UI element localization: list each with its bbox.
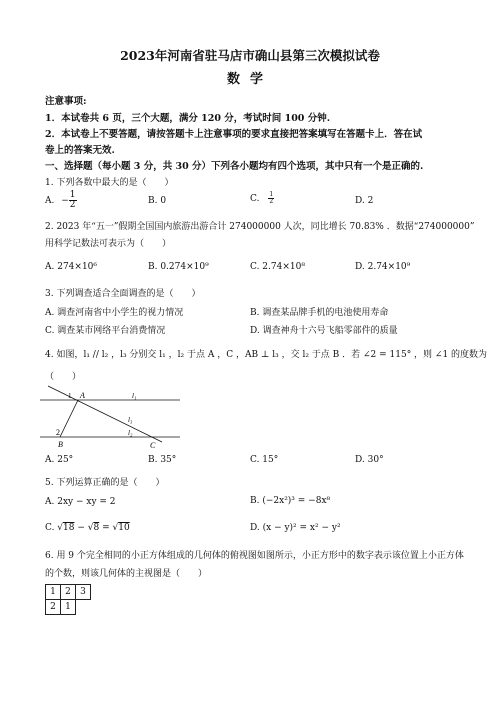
grid-empty-cell (76, 600, 91, 615)
option-d: D. (x − y)² = x² − y² (250, 523, 341, 533)
option-c: C. √18 − √8 = √10 (45, 523, 130, 533)
question-stem: 4. 如图，l₁ // l₂ ，l₃ 分别交 l₁ ，l₂ 于点 A ，C ，AB ⊥ l₃ ，交 l₂ 于点 B ．若 ∠2 = 115° ，则 ∠1 的度数为 (45, 350, 488, 360)
note-item: 2．本试卷上不要答题，请按答题卡上注意事项的要求直接把答案填写在答题卡上．答在试 (45, 129, 423, 140)
fraction: $\frac{1}{2}$ (69, 190, 76, 210)
option-a: A. 274×10⁶ (45, 262, 98, 272)
option-c: C. 调查某市网络平台消费情况 (45, 326, 166, 336)
notes-heading: 注意事项: (45, 96, 87, 107)
question-stem: 1. 下列各数中最大的是（ ） (45, 178, 174, 188)
grid-cell: 2 (46, 600, 61, 615)
question-stem: 6. 用 9 个完全相同的小正方体组成的几何体的俯视图如图所示，小正方形中的数字表示该位置上小正方体 (45, 551, 464, 561)
point-b-label: B (58, 440, 63, 449)
option-d: D. 2.74×10⁹ (355, 262, 411, 272)
option-b: B. 0 (148, 196, 167, 206)
line-l3-label: l₃ (128, 416, 133, 424)
grid-cell: 3 (76, 585, 91, 600)
question-stem: （ ） (45, 372, 82, 382)
line-l1-label: l₁ (132, 392, 137, 400)
option-b: B. 0.274×10⁹ (148, 262, 209, 272)
option-a: A. 2xy − xy = 2 (45, 497, 116, 507)
exam-subject: 数学 (226, 72, 273, 87)
question-stem: 5. 下列运算正确的是（ ） (45, 478, 165, 488)
segment-ab (60, 400, 78, 437)
note-item: 卷上的答案无效. (45, 145, 115, 156)
option-b: B. (−2x²)³ = −8x⁸ (250, 496, 331, 506)
question-stem: 3. 下列调查适合全面调查的是（ ） (45, 289, 201, 299)
section-heading: 一、选择题（每小题 3 分，共 30 分）下列各小题均有四个选项，其中只有一个是正确的. (45, 161, 424, 172)
top-view-grid (45, 584, 91, 615)
option-d: D. 2 (355, 196, 374, 206)
option-d: D. 30° (355, 455, 384, 465)
question-stem: 的个数，则该几何体的主视图是（ ） (45, 569, 208, 579)
option-a: A. − $\frac{1}{2}$ (45, 190, 76, 210)
angle-2-label: 2 (56, 428, 60, 437)
question-stem: 2. 2023 年“五一”假期全国国内旅游出游合计 274000000 人次，同比增长 70.83% ．数据“274000000” (45, 222, 475, 232)
line-l2-label: l₂ (128, 429, 133, 437)
angle-1-label: 1 (68, 392, 72, 400)
exam-title: 2023年河南省驻马店市确山县第三次模拟试卷 (120, 48, 380, 63)
point-c-label: C (150, 441, 156, 450)
fraction: $\frac{1}{2}$ (269, 191, 274, 205)
option-c: C. $\frac{1}{2}$ (250, 191, 274, 205)
option-b: B. 调查某品牌手机的电池使用寿命 (250, 308, 389, 318)
grid-cell: 1 (46, 585, 61, 600)
question-stem: 用科学记数法可表示为（ ） (45, 239, 172, 249)
point-a-label: A (80, 391, 85, 400)
option-d: D. 调查神舟十六号飞船零部件的质量 (250, 326, 398, 336)
note-item: 1．本试卷共 6 页，三个大题，满分 120 分，考试时间 100 分钟. (45, 113, 331, 124)
option-c: C. 15° (250, 455, 279, 465)
option-b: B. 35° (148, 455, 177, 465)
geometry-figure (40, 382, 180, 452)
line-l3 (48, 386, 162, 442)
option-a: A. 25° (45, 455, 74, 465)
option-a: A. 调查河南省中小学生的视力情况 (45, 308, 184, 318)
grid-cell: 2 (61, 585, 76, 600)
grid-cell: 1 (61, 600, 76, 615)
option-c: C. 2.74×10⁸ (250, 262, 305, 272)
